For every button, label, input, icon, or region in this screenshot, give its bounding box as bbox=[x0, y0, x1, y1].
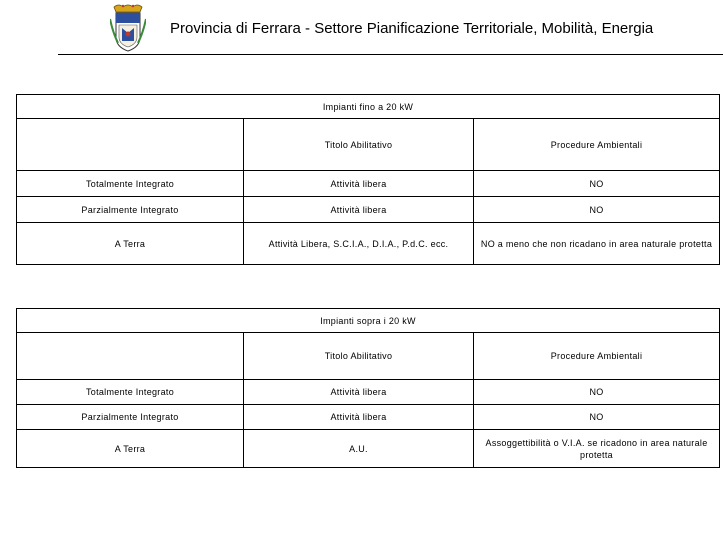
column-header-blank bbox=[17, 119, 244, 171]
column-header-procedures: Procedure Ambientali bbox=[474, 119, 720, 171]
row-procedure-value: NO bbox=[474, 197, 720, 223]
table-row bbox=[17, 405, 720, 430]
row-procedure-value: Assoggettibilità o V.I.A. se ricadono in area naturale protetta bbox=[474, 430, 720, 468]
table-above-20kw bbox=[16, 308, 720, 468]
row-label: A Terra bbox=[17, 430, 244, 468]
row-procedure-value: NO bbox=[474, 405, 720, 430]
header-divider bbox=[58, 54, 723, 55]
row-title-value: Attività libera bbox=[244, 405, 474, 430]
row-label: Totalmente Integrato bbox=[17, 171, 244, 197]
page-title: Provincia di Ferrara - Settore Pianificazione Territoriale, Mobilità, Energia bbox=[170, 20, 654, 37]
row-title-value: Attività Libera, S.C.I.A., D.I.A., P.d.C. ecc. bbox=[244, 223, 474, 265]
column-header-title: Titolo Abilitativo bbox=[244, 119, 474, 171]
table-row bbox=[17, 223, 720, 265]
column-header-procedures: Procedure Ambientali bbox=[474, 333, 720, 380]
row-procedure-value: NO bbox=[474, 380, 720, 405]
row-label: Parzialmente Integrato bbox=[17, 197, 244, 223]
column-header-title: Titolo Abilitativo bbox=[244, 333, 474, 380]
table-row bbox=[17, 197, 720, 223]
row-title-value: Attività libera bbox=[244, 197, 474, 223]
table-heading: Impianti fino a 20 kW bbox=[17, 95, 720, 119]
table-heading: Impianti sopra i 20 kW bbox=[17, 309, 720, 333]
row-title-value: Attività libera bbox=[244, 380, 474, 405]
province-coat-of-arms-icon bbox=[110, 3, 146, 53]
row-title-value: Attività libera bbox=[244, 171, 474, 197]
page-header bbox=[0, 0, 723, 56]
row-label: Totalmente Integrato bbox=[17, 380, 244, 405]
table-row bbox=[17, 430, 720, 468]
row-procedure-value: NO bbox=[474, 171, 720, 197]
row-label: A Terra bbox=[17, 223, 244, 265]
column-header-blank bbox=[17, 333, 244, 380]
table-row bbox=[17, 171, 720, 197]
row-title-value: A.U. bbox=[244, 430, 474, 468]
row-label: Parzialmente Integrato bbox=[17, 405, 244, 430]
table-up-to-20kw bbox=[16, 94, 720, 265]
row-procedure-value: NO a meno che non ricadano in area naturale protetta bbox=[474, 223, 720, 265]
table-row bbox=[17, 380, 720, 405]
